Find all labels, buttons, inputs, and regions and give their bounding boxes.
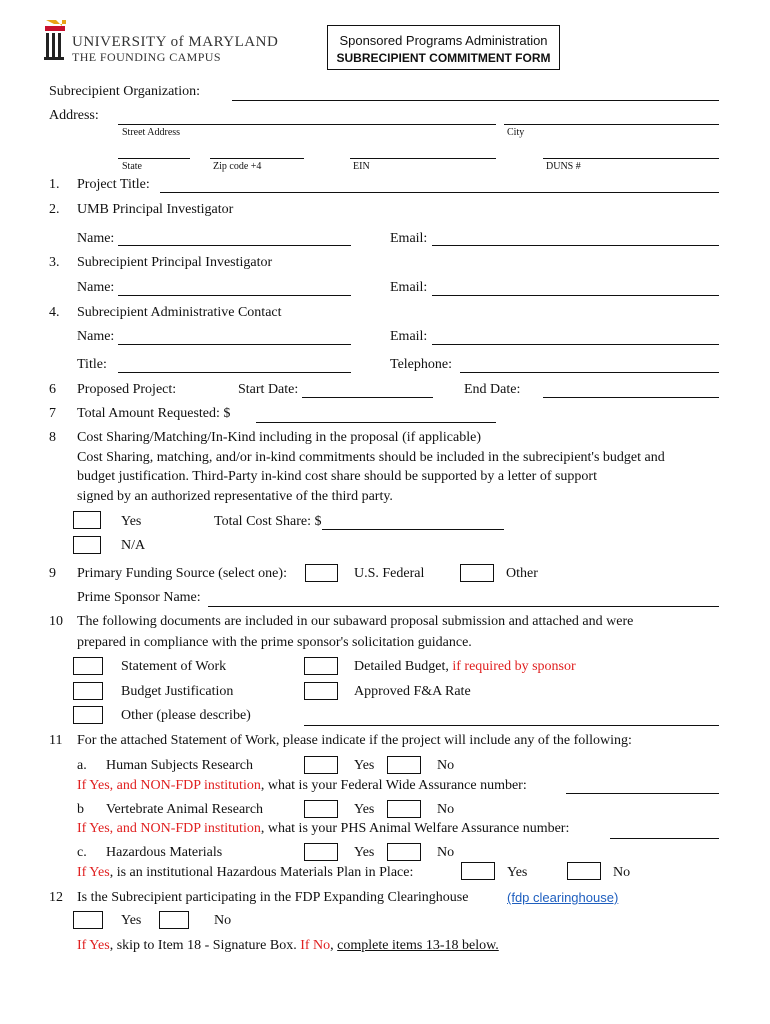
street-field[interactable]	[118, 124, 496, 125]
other-doc-field[interactable]	[304, 725, 719, 726]
sub-pi-email-label: Email:	[390, 280, 428, 295]
item-9-number: 9	[49, 566, 56, 581]
fdp-no-label: No	[214, 913, 232, 928]
documents-text-1: The following documents are included in our subaward proposal submission and attached and were	[77, 614, 634, 629]
us-federal-checkbox[interactable]	[305, 564, 338, 582]
state-field[interactable]	[118, 158, 190, 159]
fdp-no-checkbox[interactable]	[159, 911, 189, 929]
item-12-number: 12	[49, 890, 63, 905]
ein-caption: EIN	[353, 161, 370, 172]
hazardous-no-label: No	[437, 845, 455, 860]
item-3-number: 3.	[49, 255, 60, 270]
sow-checkbox[interactable]	[73, 657, 103, 675]
sub-admin-telephone-label: Telephone:	[390, 357, 452, 372]
ein-field[interactable]	[350, 158, 496, 159]
hazard-plan-no-checkbox[interactable]	[567, 862, 601, 880]
item-11c-letter: c.	[77, 845, 87, 860]
umb-pi-heading: UMB Principal Investigator	[77, 202, 234, 217]
fdp-question: Is the Subrecipient participating in the FDP Expanding Clearinghouse	[77, 890, 469, 905]
item-10-number: 10	[49, 614, 63, 629]
sub-pi-name-field[interactable]	[118, 295, 351, 296]
end-date-field[interactable]	[543, 397, 719, 398]
city-caption: City	[507, 127, 525, 138]
cost-sharing-text-1: Cost Sharing, matching, and/or in-kind commitments should be included in the subrecipient's budget and	[77, 450, 665, 465]
other-funding-label: Other	[506, 566, 538, 581]
header-subtitle: SUBRECIPIENT COMMITMENT FORM	[336, 51, 551, 65]
phs-question: If Yes, and NON-FDP institution, what is your PHS Animal Welfare Assurance number:	[77, 821, 570, 836]
item-7-number: 7	[49, 406, 56, 421]
budget-justification-label: Budget Justification	[121, 684, 234, 699]
hazardous-yes-label: Yes	[354, 845, 375, 860]
other-doc-label: Other (please describe)	[121, 708, 251, 723]
vertebrate-no-label: No	[437, 802, 455, 817]
zip-field[interactable]	[210, 158, 304, 159]
hazard-plan-yes-checkbox[interactable]	[461, 862, 495, 880]
cost-sharing-heading: Cost Sharing/Matching/In-Kind including in the proposal (if applicable)	[77, 430, 481, 445]
logo-line-2: THE FOUNDING CAMPUS	[72, 50, 221, 64]
sub-admin-email-field[interactable]	[432, 344, 719, 345]
cost-share-yes-checkbox[interactable]	[73, 511, 101, 529]
state-caption: State	[122, 161, 142, 172]
cost-share-na-checkbox[interactable]	[73, 536, 101, 554]
fdp-yes-checkbox[interactable]	[73, 911, 103, 929]
header-title: Sponsored Programs Administration	[339, 33, 548, 48]
item-2-number: 2.	[49, 202, 60, 217]
prime-sponsor-label: Prime Sponsor Name:	[77, 590, 201, 605]
cost-share-na-label: N/A	[121, 538, 146, 553]
hazardous-no-checkbox[interactable]	[387, 843, 421, 861]
phs-number-field[interactable]	[610, 838, 719, 839]
fwa-question: If Yes, and NON-FDP institution, what is your Federal Wide Assurance number:	[77, 778, 527, 793]
hazard-plan-question: If Yes, is an institutional Hazardous Materials Plan in Place:	[77, 865, 414, 880]
if-required-note: if required by sponsor	[452, 659, 576, 674]
sub-pi-name-label: Name:	[77, 280, 115, 295]
umb-pi-email-field[interactable]	[432, 245, 719, 246]
org-field[interactable]	[232, 100, 719, 101]
fwa-number-field[interactable]	[566, 793, 719, 794]
total-cost-share-label: Total Cost Share: $	[214, 514, 322, 529]
logo-line-1: UNIVERSITY of MARYLAND	[72, 34, 279, 50]
human-subjects-no-label: No	[437, 758, 455, 773]
documents-text-2: prepared in compliance with the prime sponsor's solicitation guidance.	[77, 635, 472, 650]
item-11-number: 11	[49, 733, 63, 748]
duns-caption: DUNS #	[546, 161, 581, 172]
fdp-instructions: If Yes, skip to Item 18 - Signature Box. If No, complete items 13-18 below.	[77, 938, 499, 953]
item-11b-letter: b	[77, 802, 84, 817]
item-6-number: 6	[49, 382, 56, 397]
funding-source-label: Primary Funding Source (select one):	[77, 566, 287, 581]
item-4-number: 4.	[49, 305, 60, 320]
sub-admin-title-label: Title:	[77, 357, 107, 372]
umb-pi-name-label: Name:	[77, 231, 115, 246]
hazard-plan-no-label: No	[613, 865, 631, 880]
detailed-budget-label: Detailed Budget, if required by sponsor	[354, 659, 576, 674]
start-date-field[interactable]	[302, 397, 433, 398]
street-caption: Street Address	[122, 127, 181, 138]
human-subjects-yes-label: Yes	[354, 758, 375, 773]
sub-admin-name-field[interactable]	[118, 344, 351, 345]
sub-pi-heading: Subrecipient Principal Investigator	[77, 255, 273, 270]
city-field[interactable]	[504, 124, 719, 125]
duns-field[interactable]	[543, 158, 719, 159]
detailed-budget-checkbox[interactable]	[304, 657, 338, 675]
fa-rate-checkbox[interactable]	[304, 682, 338, 700]
address-label: Address:	[49, 108, 99, 123]
project-title-label: Project Title:	[77, 177, 150, 192]
sub-admin-title-field[interactable]	[118, 372, 351, 373]
item-11a-letter: a.	[77, 758, 87, 773]
item-1-number: 1.	[49, 177, 60, 192]
umb-pi-name-field[interactable]	[118, 245, 351, 246]
hazard-plan-yes-label: Yes	[507, 865, 528, 880]
project-title-field[interactable]	[160, 192, 719, 193]
fa-rate-label: Approved F&A Rate	[354, 684, 471, 699]
fdp-yes-label: Yes	[121, 913, 142, 928]
sub-pi-email-field[interactable]	[432, 295, 719, 296]
end-date-label: End Date:	[464, 382, 521, 397]
cost-sharing-text-2: budget justification. Third-Party in-kind cost share should be supported by a letter of support	[77, 469, 597, 484]
logo-mark-icon	[42, 18, 68, 62]
vertebrate-yes-checkbox[interactable]	[304, 800, 338, 818]
sow-question: For the attached Statement of Work, please indicate if the project will include any of the following:	[77, 733, 632, 748]
total-amount-label: Total Amount Requested: $	[77, 406, 231, 421]
vertebrate-yes-label: Yes	[354, 802, 375, 817]
sub-admin-name-label: Name:	[77, 329, 115, 344]
sub-admin-telephone-field[interactable]	[460, 372, 719, 373]
start-date-label: Start Date:	[238, 382, 299, 397]
cost-share-yes-label: Yes	[121, 514, 142, 529]
proposed-project-label: Proposed Project:	[77, 382, 177, 397]
total-amount-field[interactable]	[256, 422, 496, 423]
human-subjects-no-checkbox[interactable]	[387, 756, 421, 774]
vertebrate-no-checkbox[interactable]	[387, 800, 421, 818]
prime-sponsor-field[interactable]	[208, 606, 719, 607]
fdp-clearinghouse-link[interactable]: (fdp clearinghouse)	[507, 890, 619, 905]
item-8-number: 8	[49, 430, 56, 445]
sub-admin-email-label: Email:	[390, 329, 428, 344]
sub-admin-heading: Subrecipient Administrative Contact	[77, 305, 282, 320]
zip-caption: Zip code +4	[213, 161, 262, 172]
other-doc-checkbox[interactable]	[73, 706, 103, 724]
human-subjects-yes-checkbox[interactable]	[304, 756, 338, 774]
sow-label: Statement of Work	[121, 659, 227, 674]
hazardous-materials-label: Hazardous Materials	[106, 845, 223, 860]
vertebrate-animal-label: Vertebrate Animal Research	[106, 802, 264, 817]
cost-sharing-text-3: signed by an authorized representative of the third party.	[77, 489, 393, 504]
total-cost-share-field[interactable]	[322, 529, 504, 530]
us-federal-label: U.S. Federal	[354, 566, 425, 581]
budget-justification-checkbox[interactable]	[73, 682, 103, 700]
other-funding-checkbox[interactable]	[460, 564, 494, 582]
org-label: Subrecipient Organization:	[49, 84, 200, 99]
human-subjects-label: Human Subjects Research	[106, 758, 253, 773]
hazardous-yes-checkbox[interactable]	[304, 843, 338, 861]
umb-pi-email-label: Email:	[390, 231, 428, 246]
form-header	[327, 25, 560, 70]
